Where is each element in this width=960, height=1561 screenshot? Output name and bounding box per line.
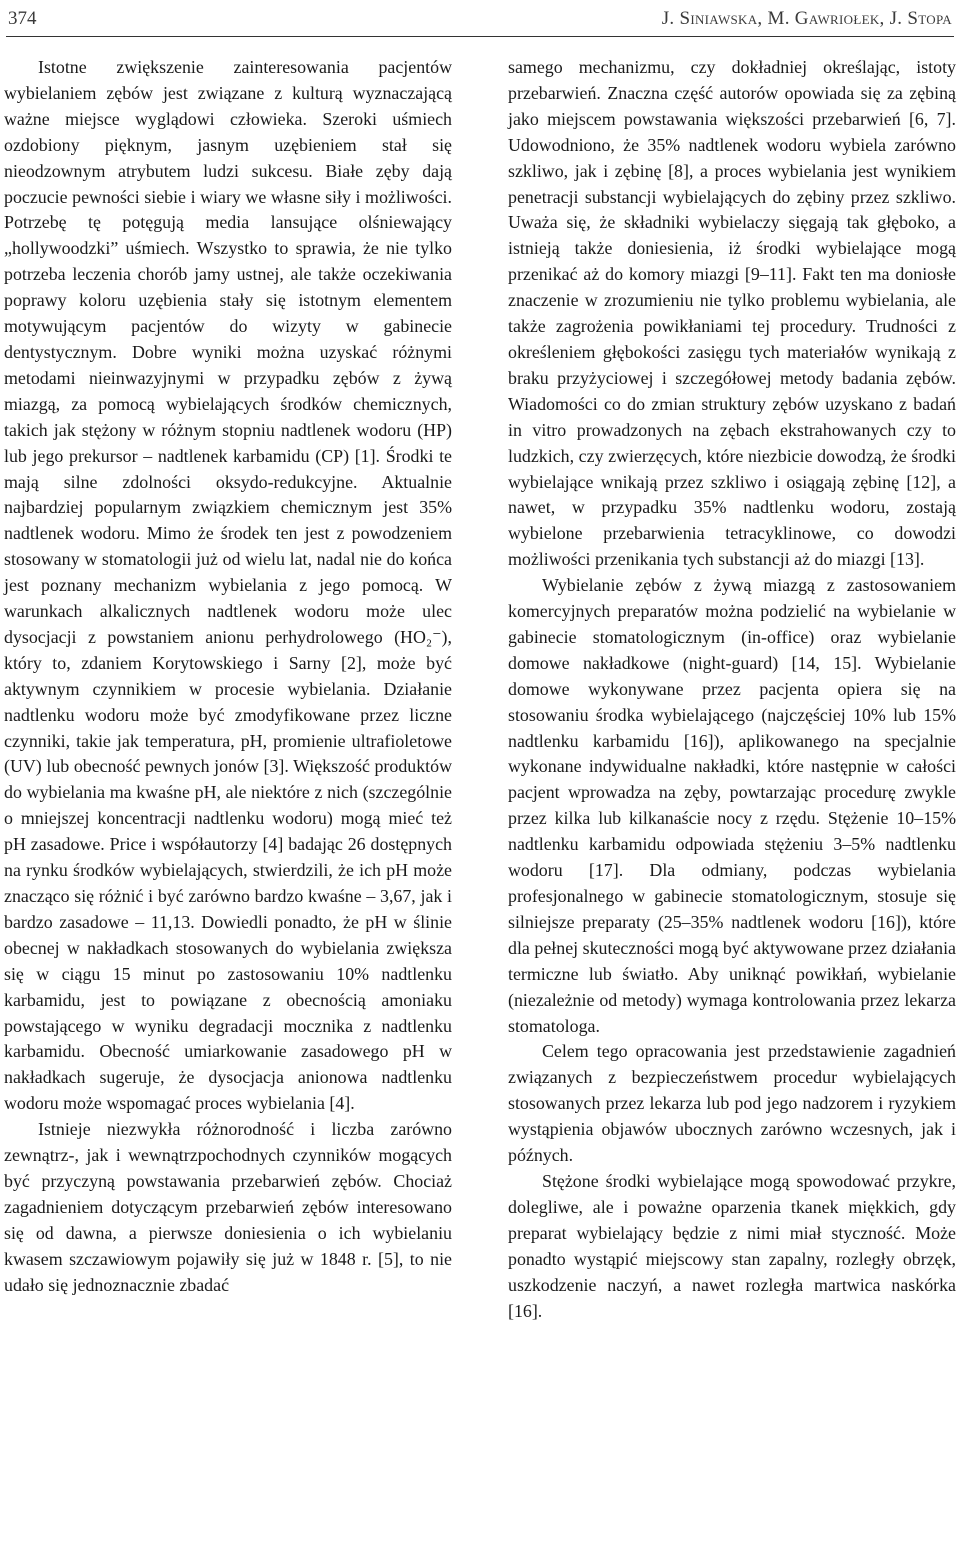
paragraph: Stężone środki wybielające mogą spowodować przykre, dolegliwe, ale i poważne oparzenia tkanek miękkich, gdy preparat wybielający będzie z nimi miał styczność. Może ponadto wystąpić miejscowy stan zapalny, rozległy obrzęk, uszkodzenie naczyń, a nawet rozległa martwica naskórka [16]. (508, 1170, 956, 1321)
page-number: 374 (8, 8, 37, 29)
paragraph: Celem tego opracowania jest przedstawienie zagadnień związanych z bezpieczeństwem procedur wybielających stosowanych przez lekarza lub pod jego nadzorem i ryzykiem wystąpienia objawów ubocznych zarówno wczesnych, jak i późnych. (508, 1041, 956, 1166)
paragraph: Istotne zwiększenie zainteresowania pacjentów wybielaniem zębów jest związane z kulturą wyznaczającą ważne miejsce wyglądowi człowieka. Szeroki uśmiech ozdobiony pięknym, jasnym uzębieniem stał się nieodzownym atrybutem ludzi sukcesu. Białe zęby dają poczucie pewności siebie i wiary we własne siły i możliwości. Potrzebę tę potęgują media lansujące olśniewający „hollywoodzki” uśmiech. Wszystko to sprawia, że nie tylko potrzeba leczenia chorób jamy ustnej, ale także oczekiwania poprawy koloru uzębienia stały się istotnym elementem motywującym pacjentów do wizyty w gabinecie dentystycznym. Dobre wyniki można uzyskać różnymi metodami nieinwazyjnymi w przypadku zębów z żywą miazgą, za pomocą wybielających środków chemicznych, takich jak stężony w różnym stopniu nadtlenek wodoru (HP) lub jego prekursor – nadtlenek karbamidu (CP) [1]. Środki te mają silne zdolności oksydo-redukcyjne. Aktualnie najbardziej popularnym związkiem chemicznym jest 35% nadtlenek wodoru. Mimo że środek ten jest z powodzeniem stosowany w stomatologii już od wielu lat, nadal nie do końca jest poznany mechanizm wybielania z jego pomocą. W warunkach alkalicznych nadtlenek wodoru może ulec dysocjacji z powstaniem anionu perhydrolowego (HO₂⁻), który to, zdaniem Korytowskiego i Sarny [2], może być aktywnym czynnikiem w procesie wybielania. Działanie nadtlenku wodoru może być zmodyfikowane przez liczne czynniki, takie jak temperatura, pH, promienie ultrafioletowe (UV) lub obecność pewnych jonów [3]. Większość produktów do wybielania ma kwaśne pH, ale niektóre z nich (szczególnie o mniejszej koncentracji nadtlenku wodoru) mogą mieć też pH zasadowe. Price i współautorzy [4] badając 26 dostępnych na rynku środków wybielających, stwierdzili, że ich pH może znacząco się różnić i być zarówno bardzo kwaśne – 3,67, jak i bardzo zasadowe – 11,13. Dowiedli ponadto, że pH w ślinie obecnej w nakładkach stosowanych do wybielania zwiększa się w ciągu 15 minut po zastosowaniu 10% nadtlenku karbamidu, jest to powiązane z obecnością amoniaku powstającego w wyniku degradacji mocznika z nadtlenku karbamidu. Obecność umiarkowanie zasadowego pH w nakładkach sugeruje, że dysocjacja anionowa nadtlenku wodoru może wspomagać proces wybielania [4]. (4, 57, 452, 1114)
left-column (4, 55, 452, 1299)
right-column (508, 55, 956, 1324)
running-header (6, 0, 954, 30)
header-rule (6, 36, 954, 37)
running-head-authors: J. Siniawska, M. Gawriołek, J. Stopa (661, 8, 952, 29)
paragraph: Wybielanie zębów z żywą miazgą z zastosowaniem komercyjnych preparatów można podzielić na wybielanie w gabinecie stomatologicznym (in-office) oraz wybielanie domowe nakładkowe (night-guard) [14, 15]. Wybielanie domowe wykonywane przez pacjenta opiera się na stosowaniu środka wybielającego (najczęściej 10% lub 15% nadtlenku karbamidu [16]), aplikowanego na specjalnie wykonane indywidualne nakładki, które następnie w całości pacjent wprowadza na zęby, powtarzając procedurę zwykle przez kilka lub kilkanaście nocy z rzędu. Stężenie 10–15% nadtlenku karbamidu odpowiada stężeniu 3–5% nadtlenku wodoru [17]. Dla odmiany, podczas wybielania profesjonalnego w gabinecie stomatologicznym, stosuje się silniejsze preparaty (25–35% nadtlenek wodoru [16]), które dla pełnej skuteczności mogą być aktywowane przez działania termiczne lub światło. Aby uniknąć powikłań, wybielanie (niezależnie od metody) wymaga kontrolowania przez lekarza stomatologa. (508, 575, 956, 1036)
paragraph: Istnieje niezwykła różnorodność i liczba zarówno zewnątrz-, jak i wewnątrzpochodnych czynników mogących być przyczyną powstawania przebarwień zębów. Chociaż zagadnieniem dotyczącym przebarwień zębów interesowano się od dawna, a pierwsze doniesienia o ich wybielaniu kwasem szczawiowym pojawiły się już w 1848 r. [5], to nie udało się jednoznacznie zbadać (4, 1119, 452, 1295)
paragraph: samego mechanizmu, czy dokładniej określając, istoty przebarwień. Znaczna część autorów opowiada się za zębiną jako miejscem powstawania większości przebarwień [6, 7]. Udowodniono, że 35% nadtlenek wodoru wybiela zarówno szkliwo, jak i zębinę [8], a proces wybielania jest wynikiem penetracji substancji wybielających do zębiny przez szkliwo. Uważa się, że składniki wybielaczy sięgają tak głęboko, a istnieją także doniesienia, iż środki wybielające mogą przenikać aż do komory miazgi [9–11]. Fakt ten ma doniosłe znaczenie w zrozumieniu nie tylko problemu wybielania, ale także zagrożenia powikłaniami tej procedury. Trudności z określeniem głębokości zasięgu tych materiałów wynikają z braku przyżyciowej i szczegółowej metody badania zębów. Wiadomości co do zmian struktury zębów uzyskano z badań in vitro prowadzonych na zębach ekstrahowanych czy to ludzkich, czy zwierzęcych, które niezbicie dowodzą, że środki wybielające wnikają przez szkliwo i osiągają zębinę [12], a nawet, w przypadku 35% nadtlenku wodoru, zostają wybielone przebarwienia tetracyklinowe, co dowodzi możliwości przenikania tych substancji aż do miazgi [13]. (508, 57, 956, 570)
